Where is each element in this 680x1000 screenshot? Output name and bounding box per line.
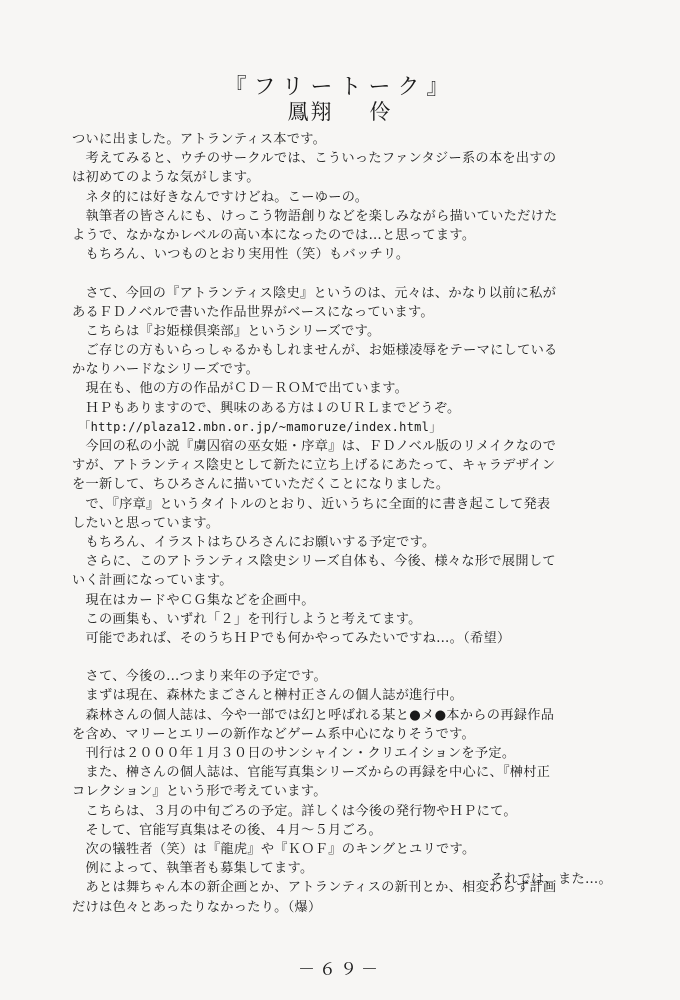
- paragraph: [72, 284, 632, 649]
- text-line: 森林さんの個人誌は、今や一部では幻と呼ばれる某と●メ●本からの再録作品: [72, 707, 555, 723]
- text-line: 次の犠牲者（笑）は『龍虎』や『ＫＯＦ』のキングとユリです。: [72, 841, 476, 857]
- text-line: したいと思っています。: [72, 515, 220, 531]
- closing-line: それでは、また…。: [490, 872, 612, 887]
- text-line: を含め、マリーとエリーの新作などゲーム系中心になりそうです。: [72, 726, 476, 742]
- text-line: 可能であれば、そのうちＨＰでも何かやってみたいですね…。（希望）: [72, 630, 511, 646]
- text-line: そして、官能写真集はその後、４月～５月ごろ。: [72, 822, 382, 838]
- text-line: もちろん、イラストはちひろさんにお願いする予定です。: [72, 534, 436, 550]
- text-line: もちろん、いつものとおり実用性（笑）もバッチリ。: [72, 247, 410, 263]
- text-line: さらに、このアトランティス陰史シリーズ自体も、今後、様々な形で展開して: [72, 554, 556, 570]
- text-line: この画集も、いずれ「２」を刊行しようと考えてます。: [72, 611, 422, 627]
- page-number: －６９－: [298, 960, 382, 980]
- text-line: さて、今後の…つまり来年の予定です。: [72, 669, 327, 685]
- text-line: 「http://plaza12.mbn.or.jp/~mamoruze/index.html」: [72, 419, 442, 434]
- text-line: あるＦＤノベルで書いた作品世界がベースになっています。: [72, 304, 434, 320]
- text-line: こちらは、３月の中旬ごろの予定。詳しくは今後の発行物やＨＰにて。: [72, 803, 517, 819]
- author-name: [0, 100, 680, 124]
- text-line: さて、今回の『アトランティス陰史』というのは、元々は、かなり以前に私が: [72, 285, 557, 301]
- text-line: 執筆者の皆さんにも、けっこう物語創りなどを楽しみながら描いていただけた: [72, 208, 558, 224]
- text-line: 刊行は２０００年１月３０日のサンシャイン・クリエイションを予定。: [72, 746, 516, 761]
- page-title: 『フリートーク』: [224, 75, 456, 100]
- text-line: 今回の私の小説『虜囚宿の巫女姫・序章』は、ＦＤノベル版のリメイクなので: [72, 439, 557, 454]
- text-line: こちらは『お姫様倶楽部』というシリーズです。: [72, 323, 381, 339]
- text-line: ついに出ました。アトランティス本です。: [72, 132, 327, 147]
- text-line: また、榊さんの個人誌は、官能写真集シリーズからの再録を中心に、『榊村正: [72, 765, 551, 781]
- author-given-name: 伶: [369, 100, 393, 124]
- text-line: ＨＰもありますので、興味のある方は↓のＵＲＬまでどうぞ。: [72, 400, 461, 416]
- text-line: ご存じの方もいらっしゃるかもしれませんが、お姫様凌辱をテーマにしている: [72, 343, 558, 359]
- body-text: [72, 130, 632, 936]
- text-line: まずは現在、森林たまごさんと榊村正さんの個人誌が進行中。: [72, 688, 464, 704]
- text-line: 例によって、執筆者も募集してます。: [72, 861, 314, 877]
- text-line: 現在はカードやＣＧ集などを企画中。: [72, 592, 315, 608]
- author-surname: 鳳翔: [287, 100, 334, 124]
- text-line: 考えてみると、ウチのサークルでは、こういったファンタジー系の本を出すの: [72, 151, 557, 167]
- text-line: ネタ的には好きなんですけどね。こーゆーの。: [72, 189, 369, 205]
- paragraph: [72, 130, 632, 264]
- text-line: を一新して、ちひろさんに描いていただくことになりました。: [72, 477, 450, 493]
- text-line: は初めてのような気がします。: [72, 170, 260, 186]
- text-line: コレクション』という形で考えています。: [72, 784, 327, 800]
- text-line: あとは舞ちゃん本の新企画とか、アトランティスの新刊とか、相変わらず計画: [72, 880, 557, 896]
- text-line: 現在も、他の方の作品がＣＤ－ＲＯＭで出ています。: [72, 381, 409, 397]
- text-line: かなりハードなシリーズです。: [72, 362, 260, 378]
- text-line: だけは色々とあったりなかったり。（爆）: [72, 899, 322, 915]
- text-line: で、『序章』というタイトルのとおり、近いうちに全面的に書き起こして発表: [72, 496, 551, 512]
- text-line: すが、アトランティス陰史として新たに立ち上げるにあたって、キャラデザイン: [72, 458, 556, 474]
- text-line: ようで、なかなかレベルの高い本になったのでは…と思ってます。: [72, 227, 476, 243]
- text-line: いく計画になっています。: [72, 573, 233, 589]
